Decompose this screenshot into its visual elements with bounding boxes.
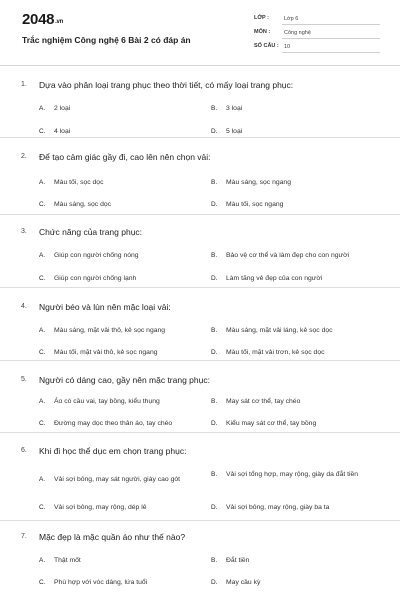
option-text: Đường may dọc theo thân áo, tay chéo — [54, 420, 173, 427]
option-letter: B. — [211, 471, 218, 478]
option-text: 2 loại — [54, 105, 71, 112]
option-text: Làm tăng vẻ đẹp của con người — [226, 275, 323, 282]
option-letter: A. — [39, 105, 46, 112]
option-letter: D. — [211, 504, 218, 511]
option-letter: D. — [211, 275, 218, 282]
logo-suffix: .vn — [55, 19, 63, 25]
question-number: 6. — [21, 447, 27, 454]
option-letter: C. — [39, 275, 46, 282]
meta-row-subject — [254, 27, 380, 41]
option-letter: B. — [211, 557, 218, 564]
option-text: Giúp con người chống lạnh — [54, 275, 137, 282]
meta-label: SỐ CÂU : — [254, 43, 279, 49]
question-item — [0, 361, 400, 433]
option-text: Màu tối, mặt vải thô, kẻ sọc ngang — [54, 349, 158, 356]
option-text: Màu tối, sọc dọc — [54, 179, 104, 186]
document-header — [0, 0, 400, 66]
option-text: May sát cơ thể, tay chéo — [226, 398, 301, 405]
option-text: Màu sáng, mặt vải thô, kẻ sọc ngang — [54, 327, 166, 334]
question-text: Để tạo cảm giác gầy đi, cao lên nên chọn vải: — [39, 152, 211, 162]
question-text: Người có dáng cao, gầy nên mặc trang phục: — [39, 375, 210, 385]
option-letter: A. — [39, 398, 46, 405]
question-number: 2. — [21, 153, 27, 160]
meta-label: MÔN : — [254, 29, 271, 35]
question-number: 7. — [21, 533, 27, 540]
option-text: Kiểu may sát cơ thể, tay bồng — [226, 420, 317, 427]
option-letter: B. — [211, 105, 218, 112]
option-letter: D. — [211, 128, 218, 135]
question-item — [0, 521, 400, 597]
question-item — [0, 433, 400, 521]
option-letter: A. — [39, 476, 46, 483]
option-letter: D. — [211, 420, 218, 427]
option-text: Màu sáng, sọc ngang — [226, 179, 291, 186]
meta-row-count — [254, 41, 380, 55]
question-text: Dựa vào phân loại trang phục theo thời tiết, có mấy loại trang phục: — [39, 80, 294, 90]
option-text: Màu tối, sọc ngang — [226, 201, 284, 208]
question-number: 4. — [21, 303, 27, 310]
option-letter: C. — [39, 504, 46, 511]
option-text: Màu sáng, mặt vải láng, kẻ sọc dọc — [226, 327, 333, 334]
question-text: Chức năng của trang phục: — [39, 227, 143, 237]
question-item — [0, 66, 400, 138]
option-letter: A. — [39, 327, 46, 334]
question-item — [0, 215, 400, 288]
option-text: Giúp con người chống nóng — [54, 252, 139, 259]
option-letter: C. — [39, 579, 46, 586]
option-text: Áo có cầu vai, tay bồng, kiểu thụng — [54, 398, 160, 405]
meta-value: 10 — [282, 41, 380, 53]
option-text: Đắt tiền — [226, 557, 250, 564]
option-text: Phù hợp với vóc dáng, lứa tuổi — [54, 579, 148, 586]
option-text: Vải sợi tổng hợp, may rộng, giày da đắt tiền — [226, 471, 359, 478]
question-text: Khi đi học thể dục em chọn trang phục: — [39, 446, 187, 456]
option-letter: C. — [39, 349, 46, 356]
option-letter: A. — [39, 252, 46, 259]
option-text: Vải sợi bông, may sát người, giày cao gót — [54, 476, 181, 483]
question-text: Mặc đẹp là mặc quần áo như thế nào? — [39, 532, 186, 542]
option-letter: A. — [39, 557, 46, 564]
option-text: Vải sợi bông, may rộng, giày ba ta — [226, 504, 330, 511]
option-letter: B. — [211, 327, 218, 334]
option-letter: B. — [211, 179, 218, 186]
option-letter: D. — [211, 201, 218, 208]
question-list — [0, 66, 400, 597]
question-text: Người béo và lùn nên mặc loại vải: — [39, 302, 171, 312]
site-logo[interactable]: 2048.vn — [22, 11, 63, 28]
meta-label: LỚP : — [254, 15, 269, 21]
meta-row-class — [254, 13, 380, 27]
option-text: 3 loại — [226, 105, 243, 112]
option-letter: A. — [39, 179, 46, 186]
question-item — [0, 288, 400, 361]
option-text: Thật mốt — [54, 557, 81, 564]
option-text: Bảo vệ cơ thể và làm đẹp cho con người — [226, 252, 350, 259]
option-text: 4 loại — [54, 128, 71, 135]
question-number: 3. — [21, 228, 27, 235]
option-text: 5 loại — [226, 128, 243, 135]
question-number: 1. — [21, 81, 27, 88]
option-letter: D. — [211, 349, 218, 356]
meta-info — [254, 13, 380, 55]
meta-value: Công nghệ — [282, 27, 380, 39]
option-letter: B. — [211, 252, 218, 259]
question-number: 5. — [21, 376, 27, 383]
option-letter: C. — [39, 201, 46, 208]
option-text: May cầu kỳ — [226, 579, 261, 586]
option-text: Vải sợi bông, may rộng, dép lê — [54, 504, 147, 511]
meta-value: Lớp 6 — [282, 13, 380, 25]
document-title: Trắc nghiệm Công nghệ 6 Bài 2 có đáp án — [22, 35, 191, 45]
option-letter: C. — [39, 128, 46, 135]
question-item — [0, 138, 400, 215]
option-text: Màu sáng, sọc dọc — [54, 201, 112, 208]
option-letter: C. — [39, 420, 46, 427]
option-letter: B. — [211, 398, 218, 405]
option-letter: D. — [211, 579, 218, 586]
option-text: Màu tối, mặt vải trơn, kẻ sọc dọc — [226, 349, 325, 356]
